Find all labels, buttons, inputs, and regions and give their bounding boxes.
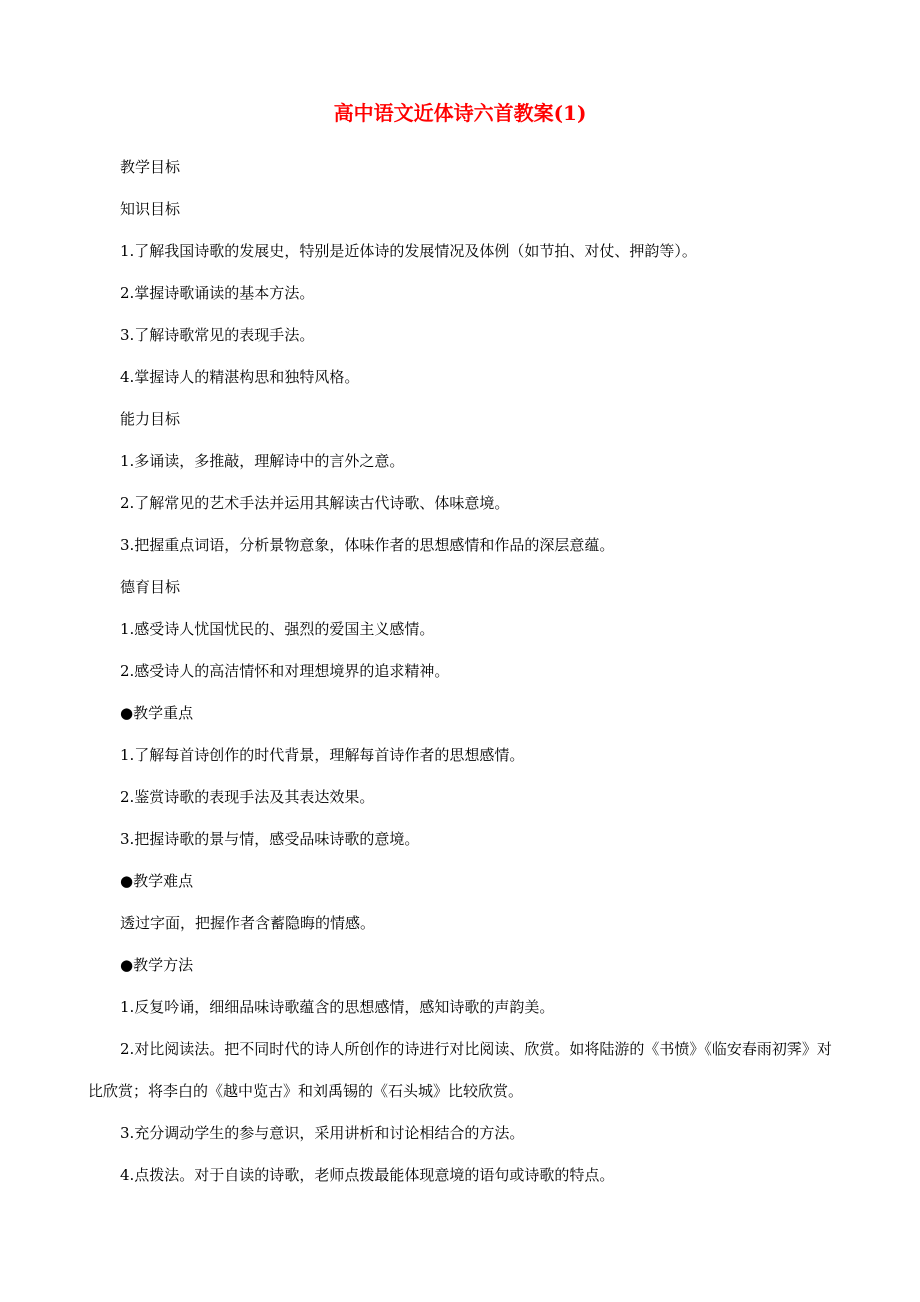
list-item: 2.了解常见的艺术手法并运用其解读古代诗歌、体味意境。 [120,494,510,512]
list-item: 1.多诵读，多推敲，理解诗中的言外之意。 [120,452,405,470]
list-item: 1.反复吟诵，细细品味诗歌蕴含的思想感情，感知诗歌的声韵美。 [120,998,555,1016]
list-item: 3.充分调动学生的参与意识，采用讲析和讨论相结合的方法。 [120,1124,525,1142]
document-page [88,98,832,1196]
list-item: 4.点拨法。对于自读的诗歌，老师点拨最能体现意境的语句或诗歌的特点。 [120,1166,615,1184]
list-item: 1.了解我国诗歌的发展史，特别是近体诗的发展情况及体例（如节拍、对仗、押韵等）。 [120,242,697,260]
list-item: 3.了解诗歌常见的表现手法。 [120,326,315,344]
paragraph: 透过字面，把握作者含蓄隐晦的情感。 [120,914,376,932]
list-item: 1.感受诗人忧国忧民的、强烈的爱国主义感情。 [120,620,435,638]
list-item: 2.对比阅读法。把不同时代的诗人所创作的诗进行对比阅读、欣赏。如将陆游的《书愤》《临安春雨初霁》对比欣赏；将李白的《越中览古》和刘禹锡的《石头城》比较欣赏。 [88,1040,832,1100]
list-item: 3.把握重点词语，分析景物意象，体味作者的思想感情和作品的深层意蕴。 [120,536,615,554]
list-item: 2.掌握诗歌诵读的基本方法。 [120,284,315,302]
list-item: 1.了解每首诗创作的时代背景，理解每首诗作者的思想感情。 [120,746,525,764]
list-item: 2.鉴赏诗歌的表现手法及其表达效果。 [120,788,375,806]
heading-difficulties: ●教学难点 [120,872,194,890]
heading-teaching-goals: 教学目标 [120,158,181,176]
heading-moral-goals: 德育目标 [120,578,181,596]
heading-knowledge-goals: 知识目标 [120,200,181,218]
document-title: 高中语文近体诗六首教案(1) [333,101,587,125]
list-item: 4.掌握诗人的精湛构思和独特风格。 [120,368,360,386]
heading-ability-goals: 能力目标 [120,410,181,428]
heading-key-points: ●教学重点 [120,704,194,722]
list-item: 3.把握诗歌的景与情，感受品味诗歌的意境。 [120,830,420,848]
list-item: 2.感受诗人的高洁情怀和对理想境界的追求精神。 [120,662,450,680]
heading-teaching-methods: ●教学方法 [120,956,194,974]
